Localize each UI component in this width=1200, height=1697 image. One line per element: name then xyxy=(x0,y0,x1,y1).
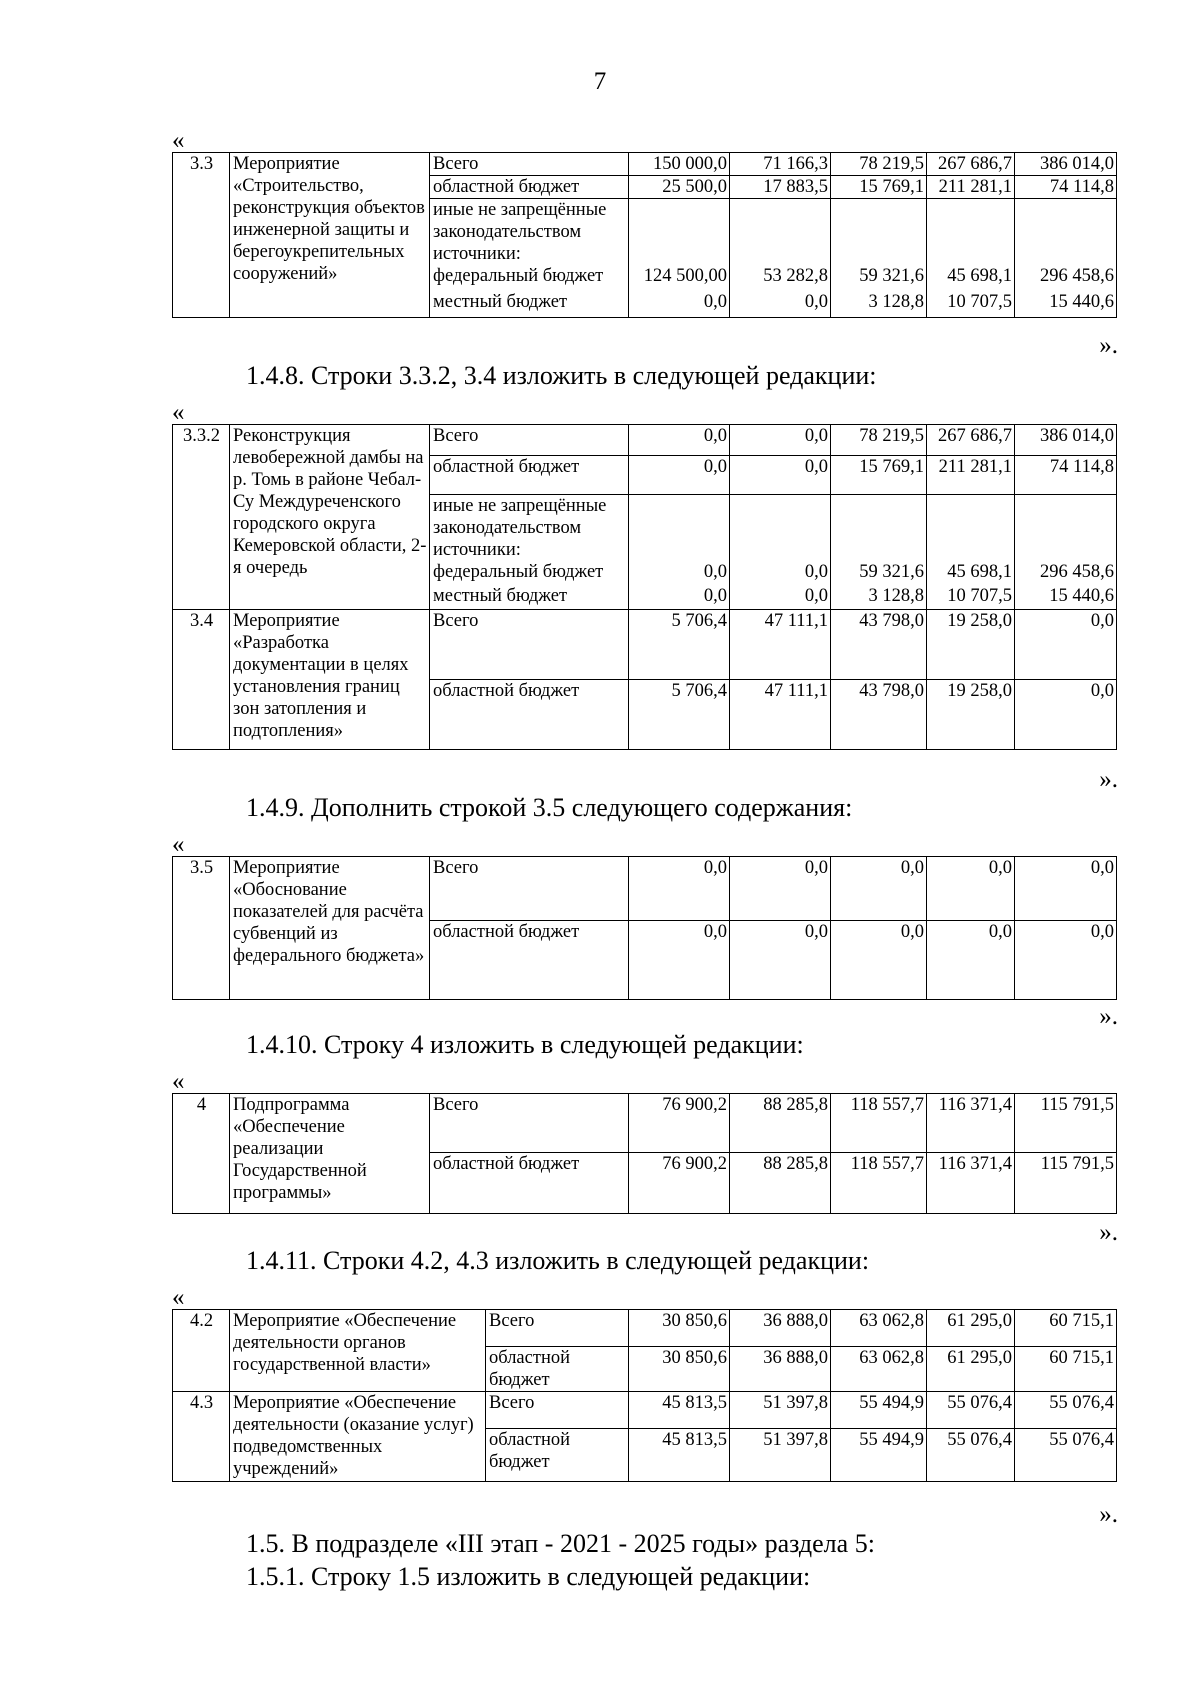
value-cell: 115 791,5 xyxy=(1015,1153,1117,1214)
value-cell: 116 371,4 xyxy=(927,1094,1015,1153)
value-cell: 43 798,0 xyxy=(831,610,927,680)
value-cell: 45 813,5 xyxy=(629,1429,730,1482)
value-cell: 0,0 xyxy=(629,857,730,921)
value-cell: 15 440,6 xyxy=(1015,291,1117,318)
heading-1-4-9: 1.4.9. Дополнить строкой 3.5 следующего содержания: xyxy=(246,793,853,822)
value-cell xyxy=(927,199,1015,266)
table-row-4 xyxy=(172,1093,1117,1214)
value-cell: 0,0 xyxy=(1015,857,1117,921)
funding-source: областной бюджет xyxy=(430,921,629,1000)
value-cell: 17 883,5 xyxy=(730,176,831,199)
value-cell: 296 458,6 xyxy=(1015,561,1117,585)
value-cell: 116 371,4 xyxy=(927,1153,1015,1214)
value-cell xyxy=(730,495,831,562)
value-cell xyxy=(927,495,1015,562)
funding-source: федеральный бюджет xyxy=(430,265,629,291)
quote-close-1: ». xyxy=(1099,332,1118,359)
heading-1-5-1: 1.5.1. Строку 1.5 изложить в следующей редакции: xyxy=(246,1562,811,1591)
value-cell: 15 769,1 xyxy=(831,456,927,495)
value-cell: 0,0 xyxy=(927,921,1015,1000)
value-cell: 0,0 xyxy=(1015,610,1117,680)
value-cell: 78 219,5 xyxy=(831,425,927,456)
value-cell: 0,0 xyxy=(831,921,927,1000)
value-cell: 0,0 xyxy=(1015,680,1117,750)
quote-open-2: « xyxy=(172,399,185,426)
funding-source: иные не запрещённые законодательством источники: xyxy=(430,199,629,266)
value-cell: 53 282,8 xyxy=(730,265,831,291)
value-cell: 150 000,0 xyxy=(629,153,730,176)
heading-1-5: 1.5. В подразделе «III этап - 2021 - 2025 годы» раздела 5: xyxy=(246,1529,875,1558)
measure-name: Мероприятие «Разработка документации в целях установления границ зон затопления и подтопления» xyxy=(230,610,430,750)
measure-name: Мероприятие «Обеспечение деятельности (оказание услуг) подведомственных учреждений» xyxy=(230,1392,486,1482)
value-cell: 10 707,5 xyxy=(927,291,1015,318)
value-cell: 88 285,8 xyxy=(730,1153,831,1214)
value-cell: 0,0 xyxy=(730,456,831,495)
value-cell: 88 285,8 xyxy=(730,1094,831,1153)
measure-name: Подпрограмма «Обеспечение реализации Государственной программы» xyxy=(230,1094,430,1214)
value-cell: 115 791,5 xyxy=(1015,1094,1117,1153)
funding-source: федеральный бюджет xyxy=(430,561,629,585)
table-row xyxy=(173,425,1117,456)
funding-source: областной бюджет xyxy=(430,456,629,495)
funding-source: областной бюджет xyxy=(486,1347,629,1392)
quote-open-1: « xyxy=(172,127,185,154)
row-number: 4 xyxy=(173,1094,230,1214)
value-cell: 19 258,0 xyxy=(927,610,1015,680)
value-cell: 36 888,0 xyxy=(730,1347,831,1392)
quote-open-5: « xyxy=(172,1284,185,1311)
value-cell: 0,0 xyxy=(831,857,927,921)
value-cell: 45 698,1 xyxy=(927,265,1015,291)
value-cell: 15 440,6 xyxy=(1015,585,1117,610)
value-cell: 59 321,6 xyxy=(831,561,927,585)
value-cell: 0,0 xyxy=(730,291,831,318)
value-cell: 0,0 xyxy=(629,456,730,495)
row-number: 3.3.2 xyxy=(173,425,230,610)
value-cell: 55 076,4 xyxy=(927,1392,1015,1429)
table-rows-4-2-and-4-3 xyxy=(172,1309,1117,1482)
value-cell: 30 850,6 xyxy=(629,1347,730,1392)
value-cell: 386 014,0 xyxy=(1015,153,1117,176)
quote-close-5: ». xyxy=(1099,1501,1118,1528)
funding-source: Всего xyxy=(430,425,629,456)
value-cell: 55 076,4 xyxy=(1015,1429,1117,1482)
quote-close-2: ». xyxy=(1099,766,1118,793)
value-cell: 45 813,5 xyxy=(629,1392,730,1429)
value-cell: 0,0 xyxy=(730,857,831,921)
table-rows-3-3-2-and-3-4 xyxy=(172,424,1117,750)
value-cell: 0,0 xyxy=(927,857,1015,921)
measure-name: Реконструкция левобережной дамбы на р. Томь в районе Чебал-Су Междуреченского городского округа Кемеровской области, 2-я очередь xyxy=(230,425,430,610)
funding-source: местный бюджет xyxy=(430,585,629,610)
value-cell: 47 111,1 xyxy=(730,610,831,680)
value-cell xyxy=(1015,199,1117,266)
value-cell: 0,0 xyxy=(1015,921,1117,1000)
value-cell: 0,0 xyxy=(629,921,730,1000)
value-cell: 296 458,6 xyxy=(1015,265,1117,291)
value-cell: 118 557,7 xyxy=(831,1153,927,1214)
value-cell: 386 014,0 xyxy=(1015,425,1117,456)
row-number: 3.3 xyxy=(173,153,230,318)
value-cell: 45 698,1 xyxy=(927,561,1015,585)
table-row-3-5 xyxy=(172,856,1117,1000)
value-cell: 0,0 xyxy=(629,585,730,610)
value-cell: 51 397,8 xyxy=(730,1392,831,1429)
value-cell: 0,0 xyxy=(730,425,831,456)
value-cell: 51 397,8 xyxy=(730,1429,831,1482)
value-cell: 0,0 xyxy=(730,585,831,610)
value-cell xyxy=(831,199,927,266)
value-cell: 36 888,0 xyxy=(730,1310,831,1347)
value-cell: 267 686,7 xyxy=(927,425,1015,456)
value-cell xyxy=(1015,495,1117,562)
value-cell: 71 166,3 xyxy=(730,153,831,176)
value-cell xyxy=(629,495,730,562)
table-row xyxy=(173,153,1117,176)
measure-name: Мероприятие «Обоснование показателей для расчёта субвенций из федерального бюджета» xyxy=(230,857,430,1000)
heading-1-4-8: 1.4.8. Строки 3.3.2, 3.4 изложить в следующей редакции: xyxy=(246,361,877,390)
value-cell: 5 706,4 xyxy=(629,680,730,750)
value-cell: 10 707,5 xyxy=(927,585,1015,610)
value-cell: 211 281,1 xyxy=(927,176,1015,199)
value-cell: 30 850,6 xyxy=(629,1310,730,1347)
table-row xyxy=(173,610,1117,680)
measure-name: Мероприятие «Обеспечение деятельности органов государственной власти» xyxy=(230,1310,486,1392)
funding-source: Всего xyxy=(430,857,629,921)
table-row xyxy=(173,857,1117,921)
value-cell: 0,0 xyxy=(629,425,730,456)
value-cell: 63 062,8 xyxy=(831,1310,927,1347)
table-row xyxy=(173,1094,1117,1153)
value-cell: 211 281,1 xyxy=(927,456,1015,495)
funding-source: областной бюджет xyxy=(486,1429,629,1482)
funding-source: Всего xyxy=(486,1310,629,1347)
value-cell: 0,0 xyxy=(730,561,831,585)
value-cell: 59 321,6 xyxy=(831,265,927,291)
value-cell: 25 500,0 xyxy=(629,176,730,199)
value-cell: 63 062,8 xyxy=(831,1347,927,1392)
quote-open-3: « xyxy=(172,831,185,858)
funding-source: Всего xyxy=(430,153,629,176)
value-cell: 55 076,4 xyxy=(927,1429,1015,1482)
row-number: 4.2 xyxy=(173,1310,230,1392)
value-cell xyxy=(730,199,831,266)
funding-source: Всего xyxy=(486,1392,629,1429)
heading-1-4-10: 1.4.10. Строку 4 изложить в следующей редакции: xyxy=(246,1030,804,1059)
table-row xyxy=(173,1392,1117,1429)
funding-source: областной бюджет xyxy=(430,680,629,750)
value-cell: 55 494,9 xyxy=(831,1429,927,1482)
value-cell: 60 715,1 xyxy=(1015,1310,1117,1347)
page-number: 7 xyxy=(593,68,607,95)
value-cell: 55 076,4 xyxy=(1015,1392,1117,1429)
value-cell: 3 128,8 xyxy=(831,585,927,610)
table-row-3-3 xyxy=(172,152,1117,318)
funding-source: местный бюджет xyxy=(430,291,629,318)
quote-close-3: ». xyxy=(1099,1003,1118,1030)
value-cell xyxy=(831,495,927,562)
value-cell: 61 295,0 xyxy=(927,1347,1015,1392)
value-cell: 19 258,0 xyxy=(927,680,1015,750)
funding-source: областной бюджет xyxy=(430,1153,629,1214)
measure-name: Мероприятие «Строительство, реконструкция объектов инженерной защиты и берегоукрепительных сооружений» xyxy=(230,153,430,318)
value-cell: 55 494,9 xyxy=(831,1392,927,1429)
value-cell: 60 715,1 xyxy=(1015,1347,1117,1392)
value-cell: 0,0 xyxy=(629,291,730,318)
value-cell: 76 900,2 xyxy=(629,1153,730,1214)
value-cell: 0,0 xyxy=(730,921,831,1000)
value-cell: 15 769,1 xyxy=(831,176,927,199)
value-cell: 5 706,4 xyxy=(629,610,730,680)
table-row xyxy=(173,1310,1117,1347)
quote-open-4: « xyxy=(172,1068,185,1095)
quote-close-4: ». xyxy=(1099,1219,1118,1246)
value-cell: 47 111,1 xyxy=(730,680,831,750)
row-number: 3.4 xyxy=(173,610,230,750)
value-cell: 267 686,7 xyxy=(927,153,1015,176)
value-cell: 3 128,8 xyxy=(831,291,927,318)
funding-source: областной бюджет xyxy=(430,176,629,199)
funding-source: Всего xyxy=(430,610,629,680)
heading-1-4-11: 1.4.11. Строки 4.2, 4.3 изложить в следующей редакции: xyxy=(246,1246,870,1275)
value-cell xyxy=(629,199,730,266)
value-cell: 74 114,8 xyxy=(1015,456,1117,495)
value-cell: 0,0 xyxy=(629,561,730,585)
value-cell: 74 114,8 xyxy=(1015,176,1117,199)
value-cell: 61 295,0 xyxy=(927,1310,1015,1347)
value-cell: 43 798,0 xyxy=(831,680,927,750)
value-cell: 76 900,2 xyxy=(629,1094,730,1153)
value-cell: 124 500,00 xyxy=(629,265,730,291)
value-cell: 118 557,7 xyxy=(831,1094,927,1153)
funding-source: иные не запрещённые законодательством источники: xyxy=(430,495,629,562)
funding-source: Всего xyxy=(430,1094,629,1153)
value-cell: 78 219,5 xyxy=(831,153,927,176)
row-number: 4.3 xyxy=(173,1392,230,1482)
row-number: 3.5 xyxy=(173,857,230,1000)
